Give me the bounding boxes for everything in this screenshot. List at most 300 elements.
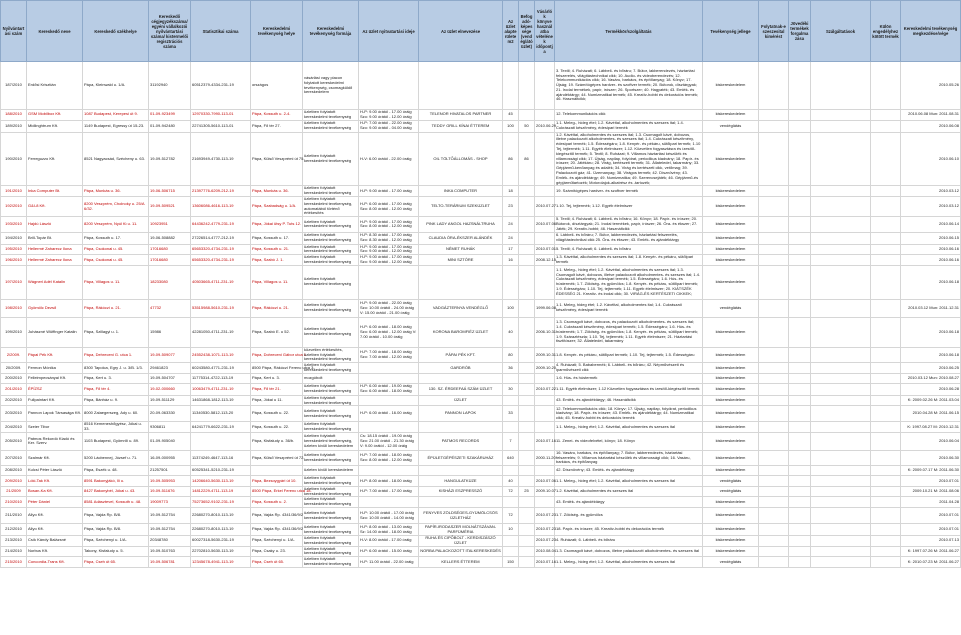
cell-form[interactable]: üzletben folytatott kereskedelmi tevékenység xyxy=(303,524,359,536)
cell-addr[interactable]: Pápa, Rákóczi u. 21. xyxy=(83,299,149,317)
cell-type[interactable]: kiskereskedelem xyxy=(703,196,759,216)
cell-book[interactable]: 2010.07.16 xyxy=(535,557,555,568)
cell-service[interactable] xyxy=(811,432,871,450)
cell-name[interactable]: Hajdú László xyxy=(27,217,83,232)
cell-id[interactable]: 214/2010 xyxy=(1,546,27,557)
cell-shop[interactable] xyxy=(419,422,503,433)
table-row[interactable] xyxy=(1,299,961,317)
table-row[interactable] xyxy=(1,524,961,536)
cell-stat[interactable]: 14812229-4711-113-19 xyxy=(191,486,251,497)
cell-addr[interactable]: 1103 Budapest, Gyömrői u. 89. xyxy=(83,432,149,450)
cell-area[interactable]: 7 xyxy=(503,432,519,450)
cell-area[interactable]: 45 xyxy=(503,110,519,121)
cell-reg[interactable]: 9306811 xyxy=(149,422,191,433)
cell-form[interactable]: üzleten kívüli kereskedelem xyxy=(303,466,359,476)
cell-hours[interactable]: H-P: 7.00 órától - 18.00 óráig Szo: 7.00 órától - 12.00 óráig xyxy=(359,347,419,362)
cell-spirit[interactable] xyxy=(759,186,789,197)
cell-book[interactable] xyxy=(535,466,555,476)
cell-special[interactable] xyxy=(871,432,901,450)
cell-cap[interactable] xyxy=(519,395,535,406)
cell-spirit[interactable] xyxy=(759,450,789,465)
cell-special[interactable] xyxy=(871,524,901,536)
cell-id[interactable]: 20/2009. xyxy=(1,363,27,374)
cell-shop[interactable]: 130. SZ. ÉRDEEFAÁ SZÁM ÜZLET xyxy=(419,383,503,395)
cell-date[interactable]: K: 1997.08.27 M: 2010.12.31 xyxy=(901,422,961,433)
cell-products[interactable]: 3. Textil; 4. Ruházati; 6. Lábbeli- és bőráru; 7. Bútor, lakberendezés, háztartási felszerelés, világítástechnikai cikk; 10. Audio- és videoberendezés; 12. Telekommunikációs cikk; 16. Vasáru, barkács, és építőanyag; 18. Könyv; 17. Újság; 19. Számítógépes hardver- és szoftver termék; 20. Bútorok, dísztárgyak; 21. Irodai termékek, papír, írószer; 26. Sportszer; 40. Hagyaték; 43. Emlék- és ajándéktárgy; 44. Numizmatikai termék; 45. Kreatív-hobbi és dekorációs termék; 46. Használtcikk; xyxy=(555,62,703,110)
cell-reg[interactable]: 19-09-504707 xyxy=(149,373,191,383)
cell-hours[interactable]: H-P: 9.00 órától - 17.00 óráig Szo: 9.00 órától - 12.00 óráig xyxy=(359,244,419,255)
cell-service[interactable] xyxy=(811,317,871,347)
cell-type[interactable]: kiskereskedelem xyxy=(703,497,759,508)
cell-service[interactable] xyxy=(811,62,871,110)
cell-cap[interactable] xyxy=(519,317,535,347)
cell-cap[interactable] xyxy=(519,536,535,547)
cell-addr[interactable]: Pápa, Vajda Rp. B/8. xyxy=(83,508,149,524)
cell-date[interactable]: 2010.06.16 xyxy=(901,255,961,266)
cell-excise[interactable] xyxy=(789,524,811,536)
cell-name[interactable]: Brill-Topár Bt. xyxy=(27,232,83,244)
cell-special[interactable] xyxy=(871,363,901,374)
cell-addr[interactable]: 5200 Lácbennej, József u. 71. xyxy=(83,450,149,465)
cell-form[interactable]: üzletben folytatott kereskedelmi tevékenység xyxy=(303,120,359,132)
cell-hours[interactable] xyxy=(359,62,419,110)
cell-id[interactable]: 211/2010 xyxy=(1,508,27,524)
cell-shop[interactable]: KELLERS ÉTTEREM xyxy=(419,557,503,568)
cell-date[interactable]: K: 2010.07.23 M: 2011.06.27 xyxy=(901,557,961,568)
cell-cap[interactable]: 50 xyxy=(519,120,535,132)
cell-addr[interactable]: Pápa, Fő tér 4. xyxy=(83,383,149,395)
cell-stat[interactable]: 40503665-4711-231-19 xyxy=(191,265,251,299)
cell-name[interactable]: Norbus Kft. xyxy=(27,546,83,557)
table-row[interactable] xyxy=(1,244,961,255)
cell-spirit[interactable] xyxy=(759,508,789,524)
cell-form[interactable]: üzletben folytatott kereskedelmi tevékenység xyxy=(303,395,359,406)
cell-reg[interactable]: 31192940 xyxy=(149,62,191,110)
cell-id[interactable]: 21/2009 xyxy=(1,486,27,497)
cell-id[interactable]: 189/2010 xyxy=(1,120,27,132)
cell-type[interactable]: kiskereskedelem xyxy=(703,232,759,244)
cell-addr[interactable]: 8200 Veszprém, Nyúl fü u. 11. xyxy=(83,217,149,232)
cell-type[interactable]: kiskereskedelem xyxy=(703,244,759,255)
table-row[interactable] xyxy=(1,255,961,266)
cell-book[interactable]: 2010.07.06 xyxy=(535,217,555,232)
cell-products[interactable]: 43. Emlék- és ajándéktárgy xyxy=(555,497,703,508)
cell-spirit[interactable] xyxy=(759,557,789,568)
cell-form[interactable]: üzletben folytatott kereskedelmi tevékenység xyxy=(303,508,359,524)
cell-date[interactable]: 2010.06.25 xyxy=(901,363,961,374)
cell-products[interactable]: 1.1. Meleg, hideg étel; 1.2. Kávéital, alkoholmentes ital; 1.4. Cukrászati készítmény, édesipari termék xyxy=(555,299,703,317)
cell-area[interactable]: 40 xyxy=(503,317,519,347)
cell-addr[interactable]: Pápa, Villagos u. 11. xyxy=(83,265,149,299)
cell-area[interactable]: 640 xyxy=(503,450,519,465)
cell-area[interactable]: 72 xyxy=(503,508,519,524)
cell-special[interactable] xyxy=(871,486,901,497)
cell-area[interactable] xyxy=(503,422,519,433)
cell-reg[interactable]: 19-09-512754 xyxy=(149,524,191,536)
cell-type[interactable]: kiskereskedelem xyxy=(703,217,759,232)
cell-place[interactable]: Pápa, Kossuth u. 22. xyxy=(251,422,303,433)
cell-stat[interactable]: 21693949-4730-113-19 xyxy=(191,132,251,186)
cell-type[interactable]: kiskereskedelem xyxy=(703,508,759,524)
cell-special[interactable] xyxy=(871,217,901,232)
cell-shop[interactable]: KORONA BAROMFIÉZ ÜZLET xyxy=(419,317,503,347)
cell-place[interactable]: Pápa, Széchenyi u. 1/A. xyxy=(251,536,303,547)
cell-area[interactable]: 86 xyxy=(503,132,519,186)
table-row[interactable] xyxy=(1,120,961,132)
cell-shop[interactable]: INKA COMPUTER xyxy=(419,186,503,197)
cell-addr[interactable]: 8581 Adásztevel, Kossuth u. 48. xyxy=(83,497,149,508)
cell-type[interactable]: kiskereskedelem xyxy=(703,422,759,433)
cell-id[interactable]: 196/2010 xyxy=(1,255,27,266)
cell-type[interactable]: vendéglátás xyxy=(703,299,759,317)
cell-reg[interactable]: 19-02-000660 xyxy=(149,383,191,395)
cell-reg[interactable]: 19-09-510763 xyxy=(149,546,191,557)
column-header[interactable]: Jövedéki termékek forgalmazása xyxy=(789,1,811,62)
cell-addr[interactable]: 8516 Kemeneshőgyész, Jókai u. 33. xyxy=(83,422,149,433)
cell-book[interactable]: 2010.07.16 xyxy=(535,432,555,450)
cell-cap[interactable] xyxy=(519,383,535,395)
cell-name[interactable]: Lóki-Tak Kft. xyxy=(27,476,83,487)
column-header[interactable]: Termékkör/szolgáltatás xyxy=(555,1,703,62)
cell-hours[interactable]: H-P: 10.00 órától - 17.00 óráig Szo: 10.00 órától - 14.00 óráig xyxy=(359,508,419,524)
cell-place[interactable]: Pápa, Kossuth u. 22. xyxy=(251,406,303,422)
cell-special[interactable] xyxy=(871,120,901,132)
cell-place[interactable]: Pápa, Szabó E. u 52. xyxy=(251,317,303,347)
cell-spirit[interactable] xyxy=(759,217,789,232)
cell-place[interactable]: Pápa, Cseh út 65. xyxy=(251,557,303,568)
column-header[interactable]: Statisztikai száma xyxy=(191,1,251,62)
cell-products[interactable]: 4. Ruházati; 5. Bababermék; 6. Lábbeli- és bőráru; 42. Népművészeti és iparművészeti cikk xyxy=(555,363,703,374)
cell-service[interactable] xyxy=(811,557,871,568)
cell-place[interactable]: Pápa, Fő tér 21. xyxy=(251,383,303,395)
cell-place[interactable]: Pápa, Kossuth u. 2-4. xyxy=(251,110,303,121)
cell-shop[interactable]: ÉPÜLETGÉPÉSZETI SZAKÁRUHÁZ xyxy=(419,450,503,465)
cell-type[interactable]: kiskereskedelem xyxy=(703,265,759,299)
cell-book[interactable]: 2010.07.06 xyxy=(535,476,555,487)
cell-cap[interactable] xyxy=(519,422,535,433)
cell-type[interactable]: kiskereskedelem xyxy=(703,406,759,422)
table-row[interactable] xyxy=(1,546,961,557)
cell-date[interactable]: 2010.04.28 M: 2011.06.15 xyxy=(901,406,961,422)
cell-area[interactable] xyxy=(503,466,519,476)
cell-reg[interactable]: 19-09-511129 xyxy=(149,395,191,406)
cell-service[interactable] xyxy=(811,373,871,383)
cell-excise[interactable] xyxy=(789,406,811,422)
cell-place[interactable]: Pápa, Kossuth u. 17. xyxy=(251,232,303,244)
cell-area[interactable]: 16 xyxy=(503,255,519,266)
cell-id[interactable]: 190/2010 xyxy=(1,132,27,186)
cell-type[interactable]: vendéglátás xyxy=(703,476,759,487)
cell-type[interactable]: kiskereskedelem xyxy=(703,132,759,186)
cell-cap[interactable] xyxy=(519,62,535,110)
cell-shop[interactable]: TELTO-TERÁRIUM SZEKÜZLET xyxy=(419,196,503,216)
cell-products[interactable]: 5. Textil; 4. Ruházati; 6. Lábbeli- és bőráru; 16. Könyv; 18. Papír- és írószer; 20. Bútorok, dísztárgyak; 21. Irodai termékek, papír, írószer; 26. Óra- és ékszer; 27. Játék; 29. Kreatív-hobbi; 46. Használtcikk xyxy=(555,217,703,232)
cell-reg[interactable]: 19-09-511676 xyxy=(149,486,191,497)
cell-name[interactable]: Gyömölc Dezső xyxy=(27,299,83,317)
cell-hours[interactable]: H-P: 7.00 órától - 17.00 óráig xyxy=(359,486,419,497)
cell-special[interactable] xyxy=(871,265,901,299)
cell-service[interactable] xyxy=(811,110,871,121)
cell-id[interactable]: 210/2010 xyxy=(1,497,27,508)
cell-name[interactable]: GSM Mobilbox Kft. xyxy=(27,110,83,121)
cell-hours[interactable]: H-P: 6.00 órától - 19.00 óráig Szo: 6.00 órától - 18.00 óráig xyxy=(359,383,419,395)
cell-excise[interactable] xyxy=(789,186,811,197)
cell-place[interactable]: Pápa, Munkás u. 36. xyxy=(251,186,303,197)
cell-shop[interactable]: PINK LADY ANGOL HAZSNÁLTRUHA xyxy=(419,217,503,232)
cell-spirit[interactable] xyxy=(759,383,789,395)
cell-special[interactable] xyxy=(871,450,901,465)
cell-type[interactable]: kiskereskedelem xyxy=(703,255,759,266)
cell-cap[interactable] xyxy=(519,217,535,232)
cell-area[interactable]: 36 xyxy=(503,363,519,374)
cell-book[interactable] xyxy=(535,422,555,433)
cell-area[interactable] xyxy=(503,536,519,547)
cell-excise[interactable] xyxy=(789,557,811,568)
column-header[interactable]: Vásárlók könyve használatba vételének időpontja xyxy=(535,1,555,62)
cell-area[interactable]: 23 xyxy=(503,196,519,216)
cell-form[interactable]: üzletben folytatott kereskedelmi tevékenység xyxy=(303,244,359,255)
cell-name[interactable]: Midlinghtrum Kft. xyxy=(27,120,83,132)
cell-area[interactable] xyxy=(503,265,519,299)
cell-stat[interactable]: 11340530-5812-113-20 xyxy=(191,406,251,422)
cell-special[interactable] xyxy=(871,395,901,406)
cell-special[interactable] xyxy=(871,255,901,266)
cell-book[interactable]: 2010.08.04 xyxy=(535,546,555,557)
cell-cap[interactable]: 25 xyxy=(519,486,535,497)
cell-stat[interactable]: 13606086-4616-113-19 xyxy=(191,196,251,216)
cell-stat[interactable]: 11374249-4647-113-16 xyxy=(191,450,251,465)
cell-excise[interactable] xyxy=(789,383,811,395)
cell-spirit[interactable] xyxy=(759,524,789,536)
cell-spirit[interactable] xyxy=(759,244,789,255)
cell-stat[interactable]: 14206640-5630-113-19 xyxy=(191,476,251,487)
cell-type[interactable]: kiskereskedelem xyxy=(703,546,759,557)
cell-products[interactable]: 1.1. Meleg-, hideg étel; 1.2. Kávéital, alkoholmentes és szeszes ital xyxy=(555,557,703,568)
cell-reg[interactable]: 15986 xyxy=(149,317,191,347)
cell-date[interactable]: 2010.07.01 xyxy=(901,508,961,524)
cell-excise[interactable] xyxy=(789,476,811,487)
cell-service[interactable] xyxy=(811,508,871,524)
table-row[interactable] xyxy=(1,476,961,487)
cell-products[interactable]: 16. Vasáru, barkács, és építőanyag; 7. Bútor, lakberendezés, háztartási felszerelés; 9. Villamos háztartási készülék és villamossági cikk; 16. Vasáru, barkács, és építőanyag xyxy=(555,450,703,465)
cell-form[interactable]: üzletben folytatott kereskedelmi tevékenység xyxy=(303,450,359,465)
cell-form[interactable]: üzletben folytatott kereskedelmi tevékenység xyxy=(303,422,359,433)
cell-special[interactable] xyxy=(871,497,901,508)
cell-excise[interactable] xyxy=(789,299,811,317)
cell-date[interactable]: 2010.03.12 Mun: 2010.08.27 xyxy=(901,373,961,383)
table-row[interactable] xyxy=(1,422,961,433)
cell-products[interactable]: 1.1. Meleg-, hideg étel; 1.2. Kávéital, alkoholmentes és szeszes ital; 1.3. Csomagolt kávé, dobozos, illetve palackozott alkoholmentes- és szeszes ital; 1.4. Cukrászati készítmény, édesipari termék; 1.5. Édességáru; 1.6. Hús- és hústermék; 1.7. Zöldség- és gyümölcs; 1.8. Kenyér- és pékáru, sütőipari termék; 1.9. Édességáru; 1.10. Tej, tejtermék; 1.11. Egyéb élelmiszer; 20. KIÁTSZÉK ÉDESSÉG 21. Kreatív- és irodai cikk; 30. VIRÁG-ÉS KERTÉSZETI CIKKEK; xyxy=(555,265,703,299)
cell-addr[interactable]: 1149 Budapest, Egressy út 15-23. xyxy=(83,120,149,132)
cell-form[interactable]: üzletben folytatott kereskedelmi tevékenység xyxy=(303,186,359,197)
cell-form[interactable]: üzletben folytatott kereskedelmi tevékenység xyxy=(303,363,359,374)
cell-stat[interactable]: 75273652-9102-231-19 xyxy=(191,497,251,508)
cell-stat[interactable]: 22702810-5630-113-19 xyxy=(191,546,251,557)
cell-service[interactable] xyxy=(811,546,871,557)
cell-shop[interactable]: PATMOS RECORDS xyxy=(419,432,503,450)
cell-reg[interactable]: 17016680 xyxy=(149,255,191,266)
cell-reg[interactable]: 21257501 xyxy=(149,466,191,476)
cell-reg[interactable]: 19-09-509077 xyxy=(149,347,191,362)
cell-name[interactable]: Allyo Kft. xyxy=(27,524,83,536)
cell-products[interactable]: 1.6. Hús- és hústermék xyxy=(555,373,703,383)
cell-excise[interactable] xyxy=(789,244,811,255)
cell-addr[interactable]: Pápa, Cseh út 65. xyxy=(83,557,149,568)
cell-name[interactable]: Szeier Tibor xyxy=(27,422,83,433)
cell-place[interactable]: 8500 Pápa, Rákóczi Ferenc utca 3. xyxy=(251,363,303,374)
cell-type[interactable]: kiskereskedelem xyxy=(703,62,759,110)
cell-place[interactable]: Pápa, Villagos u. 11. xyxy=(251,265,303,299)
cell-form[interactable]: üzletben folytatott kereskedelmi tevékenység, üzleten kívüli kereskedelem xyxy=(303,432,359,450)
cell-shop[interactable]: PÁPAI PÉK KFT. xyxy=(419,347,503,362)
cell-cap[interactable] xyxy=(519,557,535,568)
cell-form[interactable]: üzletben folytatott kereskedelmi tevékenység xyxy=(303,317,359,347)
cell-spirit[interactable] xyxy=(759,132,789,186)
cell-cap[interactable] xyxy=(519,299,535,317)
cell-cap[interactable] xyxy=(519,373,535,383)
cell-shop[interactable]: RUHA ÉS CIPŐBOLT - KERDISZÁSZÓ ÜZLET xyxy=(419,536,503,547)
cell-hours[interactable]: H-P: 7.00 órától - 22.00 óráig Szo: 9.00 órától - 04.00 óráig xyxy=(359,120,419,132)
cell-shop[interactable]: CLAUDIA ÓRA-ÉKSZER ALÁNDÉK xyxy=(419,232,503,244)
cell-reg[interactable]: 17016680 xyxy=(149,244,191,255)
cell-place[interactable]: Pápa, Bezsoygyári út 10. xyxy=(251,476,303,487)
cell-special[interactable] xyxy=(871,110,901,121)
cell-area[interactable]: 18 xyxy=(503,186,519,197)
cell-date[interactable]: 2010.06.08 xyxy=(901,120,961,132)
cell-hours[interactable]: H-P: 8.00 órától - 18.00 óráig xyxy=(359,476,419,487)
cell-book[interactable] xyxy=(535,373,555,383)
cell-products[interactable]: 1.2. Kávéital, alkoholmentes és szeszes ital xyxy=(555,486,703,497)
cell-date[interactable]: 2010.06.18 xyxy=(901,265,961,299)
cell-cap[interactable] xyxy=(519,363,535,374)
cell-service[interactable] xyxy=(811,265,871,299)
cell-form[interactable]: üzletben folytatott kereskedelmi tevékenység xyxy=(303,299,359,317)
cell-reg[interactable]: 01-09-905040 xyxy=(149,432,191,450)
cell-excise[interactable] xyxy=(789,508,811,524)
cell-shop[interactable]: NÉMET RUHÁK xyxy=(419,244,503,255)
cell-special[interactable] xyxy=(871,132,901,186)
cell-hours[interactable] xyxy=(359,363,419,374)
cell-shop[interactable]: PANNON LAPOK xyxy=(419,406,503,422)
cell-cap[interactable] xyxy=(519,406,535,422)
cell-id[interactable]: 215/2010 xyxy=(1,557,27,568)
cell-book[interactable]: 2009.10.07 xyxy=(535,486,555,497)
table-row[interactable] xyxy=(1,395,961,406)
column-header[interactable]: Kereskedő székhelye xyxy=(83,1,149,62)
cell-type[interactable]: kiskereskedelem xyxy=(703,524,759,536)
cell-stat[interactable]: 64241779-6622-231-19 xyxy=(191,422,251,433)
column-header[interactable]: Befogadó-képessége (vendéglátó üzlet) xyxy=(519,1,535,62)
cell-form[interactable]: közvetlen értékesítés, üzletben folytatott kereskedelmi tevékenység xyxy=(303,347,359,362)
cell-hours[interactable]: H-P: 6.00 órától - 15.00 óráig xyxy=(359,546,419,557)
cell-reg[interactable]: 01-09-942480 xyxy=(149,120,191,132)
cell-name[interactable]: Kulcsi Péter László xyxy=(27,466,83,476)
cell-reg[interactable]: 19-09-509521 xyxy=(149,196,191,216)
cell-date[interactable]: 2009.10.21 M: 2011.08.06 xyxy=(901,486,961,497)
cell-name[interactable]: Concordia-Trans Kft. xyxy=(27,557,83,568)
table-row[interactable] xyxy=(1,265,961,299)
cell-book[interactable] xyxy=(535,132,555,186)
cell-excise[interactable] xyxy=(789,536,811,547)
cell-stat[interactable]: 21397776-6209-212-19 xyxy=(191,186,251,197)
cell-cap[interactable] xyxy=(519,244,535,255)
cell-spirit[interactable] xyxy=(759,466,789,476)
cell-reg[interactable]: 19-06-506715 xyxy=(149,186,191,197)
cell-form[interactable]: üzletben folytatott kereskedelmi tevékenység xyxy=(303,232,359,244)
cell-place[interactable]: országos xyxy=(251,62,303,110)
column-header[interactable]: Kereskedelmi tevékenység formája xyxy=(303,1,359,62)
cell-book[interactable]: 2010.07.23 xyxy=(535,524,555,536)
cell-form[interactable]: mozgóbolt xyxy=(303,373,359,383)
cell-products[interactable]: 1.1. Meleg-, hideg étel; 1.2. Kávéital, alkoholmentes és szeszes ital xyxy=(555,476,703,487)
cell-spirit[interactable] xyxy=(759,546,789,557)
cell-spirit[interactable] xyxy=(759,536,789,547)
cell-hours[interactable]: H-V: 6.00 órától - 22.00 óráig xyxy=(359,132,419,186)
cell-reg[interactable]: 16-09-000955 xyxy=(149,450,191,465)
cell-excise[interactable] xyxy=(789,497,811,508)
cell-date[interactable]: 2010.03.12 Mun: 2011.12.31 xyxy=(901,299,961,317)
cell-cap[interactable] xyxy=(519,110,535,121)
cell-book[interactable]: 2010.07.23 xyxy=(535,508,555,524)
cell-cap[interactable] xyxy=(519,508,535,524)
cell-addr[interactable]: 8000 Zalaegerszeg, Ady u. 60. xyxy=(83,406,149,422)
cell-book[interactable]: 2006.10.31 xyxy=(535,317,555,347)
cell-spirit[interactable] xyxy=(759,406,789,422)
cell-excise[interactable] xyxy=(789,363,811,374)
cell-hours[interactable]: H-P: 11.00 órától - 22.00 óráig xyxy=(359,557,419,568)
cell-excise[interactable] xyxy=(789,466,811,476)
cell-date[interactable]: K: 2009.02.26 M: 2011.03.04 xyxy=(901,395,961,406)
cell-spirit[interactable] xyxy=(759,317,789,347)
cell-book[interactable] xyxy=(535,265,555,299)
cell-date[interactable]: 2010.06.14 xyxy=(901,217,961,232)
cell-products[interactable]: 1.3. Kávéital, alkoholmentes és szeszes ital; 1.8. Kenyér- és pékáru, sütőipari termék xyxy=(555,255,703,266)
cell-book[interactable]: 2009.10.31 xyxy=(535,347,555,362)
cell-service[interactable] xyxy=(811,132,871,186)
cell-date[interactable]: 2010.06.28 xyxy=(901,383,961,395)
cell-form[interactable]: üzletben folytatott kereskedelmi tevékenység xyxy=(303,486,359,497)
cell-place[interactable]: 8500 Pápa, Erkel Ferenc utca 18. xyxy=(251,486,303,497)
cell-service[interactable] xyxy=(811,120,871,132)
cell-spirit[interactable] xyxy=(759,110,789,121)
cell-shop[interactable]: HANGULATKÜZE xyxy=(419,476,503,487)
cell-stat[interactable]: 53515988-5610-231-19 xyxy=(191,299,251,317)
cell-type[interactable]: kiskereskedelem xyxy=(703,536,759,547)
cell-special[interactable] xyxy=(871,347,901,362)
column-header[interactable]: Kereskedő neve xyxy=(27,1,83,62)
cell-date[interactable]: 2010.06.15 xyxy=(901,232,961,244)
cell-hours[interactable]: H-P: 9.00 órától - 22.00 óráig Szo: 10.00 órától - 24.00 óráig V: 15.00 órától - 21.00 óráig xyxy=(359,299,419,317)
cell-special[interactable] xyxy=(871,186,901,197)
cell-spirit[interactable] xyxy=(759,196,789,216)
cell-book[interactable] xyxy=(535,395,555,406)
cell-special[interactable] xyxy=(871,373,901,383)
cell-excise[interactable] xyxy=(789,232,811,244)
cell-addr[interactable]: Pápa, Szillagyi u. 1. xyxy=(83,317,149,347)
column-header[interactable]: Az üzlet alapterülete m2 xyxy=(503,1,519,62)
cell-name[interactable]: Allyo Kft. xyxy=(27,508,83,524)
table-row[interactable] xyxy=(1,432,961,450)
table-row[interactable] xyxy=(1,486,961,497)
cell-date[interactable]: 2010.06.08 Mun: 2011.08.31 xyxy=(901,110,961,121)
cell-form[interactable]: üzletben folytatott kereskedelmi tevékenység, automatából történő értékesítés xyxy=(303,196,359,216)
cell-type[interactable]: vendéglátás xyxy=(703,120,759,132)
cell-name[interactable]: ÉPÍZSZ xyxy=(27,383,83,395)
cell-stat[interactable]: 22680270-8010-113-19 xyxy=(191,508,251,524)
cell-id[interactable]: 202/2010 xyxy=(1,395,27,406)
cell-place[interactable]: Pápa, Fő tér 27. xyxy=(251,120,303,132)
cell-excise[interactable] xyxy=(789,120,811,132)
